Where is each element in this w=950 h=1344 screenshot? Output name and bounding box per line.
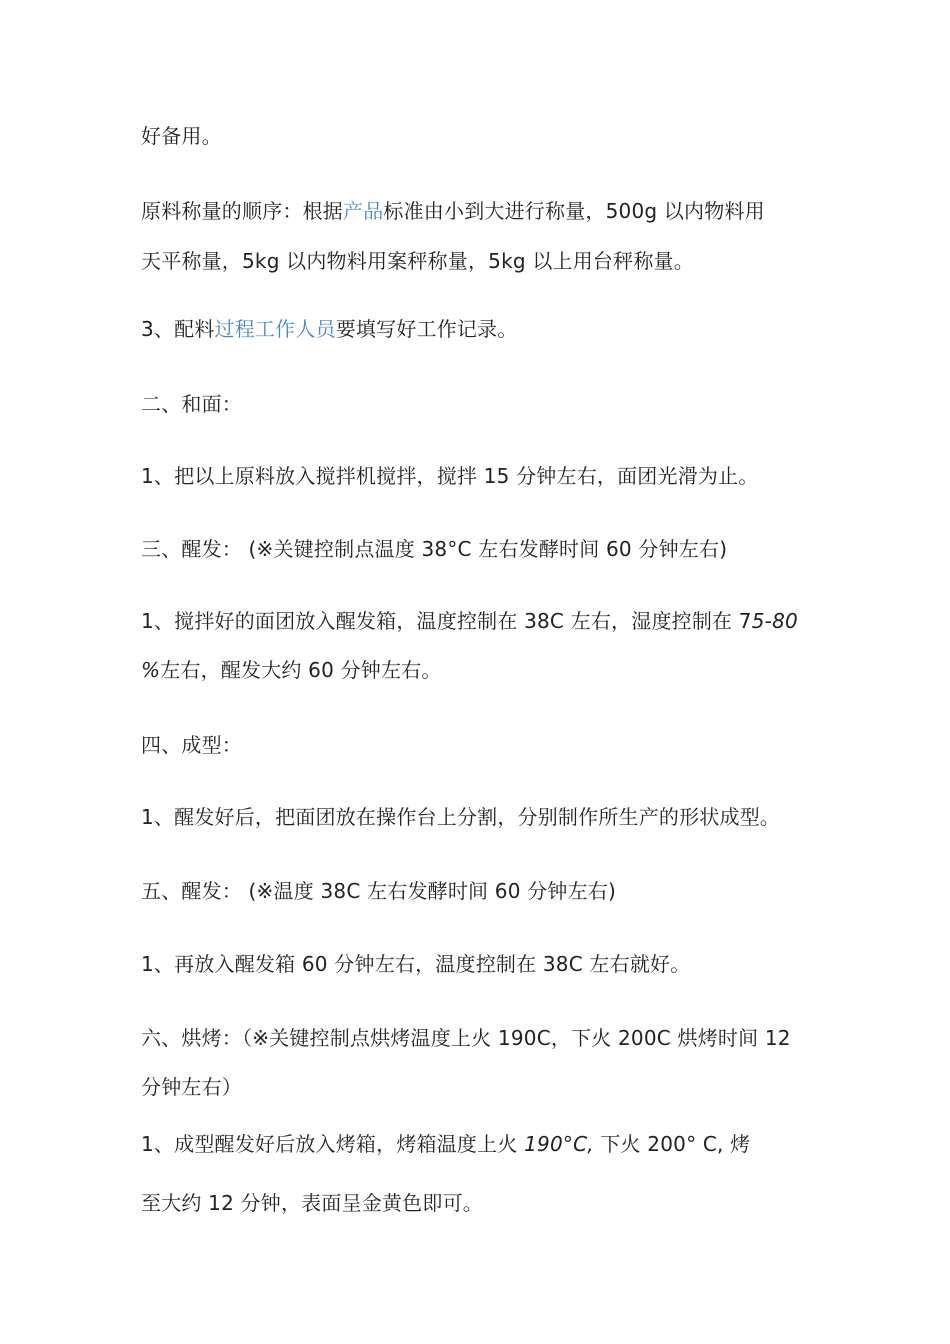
text-span: 要填写好工作记录。 <box>335 317 518 341</box>
paragraph-line: 天平称量，5kg 以内物料用案秤称量，5kg 以上用台秤称量。 <box>141 249 694 273</box>
section-heading: 二、和面： <box>141 392 242 416</box>
paragraph-line <box>141 656 442 684</box>
text-span: 3、配料 <box>141 317 215 341</box>
section-heading: 四、成型： <box>141 733 242 757</box>
top-heat-temp: 190°C, <box>524 1132 594 1156</box>
section-heading: 五、醒发： (※温度 38C 左右发酵时间 60 分钟左右) <box>141 879 617 903</box>
section-heading: 三、醒发： (※关键控制点温度 38°C 左右发酵时间 60 分钟左右) <box>141 537 728 561</box>
text-span: 左右，醒发大约 60 分钟左右。 <box>160 658 442 682</box>
paragraph-line: 1、把以上原料放入搅拌机搅拌，搅拌 15 分钟左右，面团光滑为止。 <box>141 464 759 488</box>
paragraph-line: 1、再放入醒发箱 60 分钟左右，温度控制在 38C 左右就好。 <box>141 952 691 976</box>
paragraph-line <box>141 197 765 225</box>
text-span: 下火 200° C, 烤 <box>593 1132 751 1156</box>
paragraph-line <box>141 607 798 635</box>
paragraph-line <box>141 1130 750 1158</box>
humidity-range: 5-80 <box>751 609 798 633</box>
text-span: 1、成型醒发好后放入烤箱，烤箱温度上火 <box>141 1132 525 1156</box>
paragraph-line <box>141 315 518 343</box>
product-link[interactable]: 产品 <box>343 199 384 223</box>
paragraph-line: 分钟左右） <box>141 1075 242 1099</box>
paragraph-line: 好备用。 <box>141 124 222 148</box>
text-span: 原料称量的顺序：根据 <box>141 199 343 223</box>
text-span: 标准由小到大进行称量，500g 以内物料用 <box>383 199 765 223</box>
process-staff-link[interactable]: 过程工作人员 <box>214 317 336 341</box>
section-heading: 六、烘烤：（※关键控制点烘烤温度上火 190C，下火 200C 烘烤时间 12 <box>141 1026 791 1050</box>
percent-sign: % <box>141 658 161 682</box>
paragraph-line: 1、醒发好后，把面团放在操作台上分割，分别制作所生产的形状成型。 <box>141 805 781 829</box>
text-span: 1、搅拌好的面团放入醒发箱，温度控制在 38C 左右，湿度控制在 7 <box>141 609 752 633</box>
paragraph-line: 至大约 12 分钟，表面呈金黄色即可。 <box>141 1191 483 1215</box>
